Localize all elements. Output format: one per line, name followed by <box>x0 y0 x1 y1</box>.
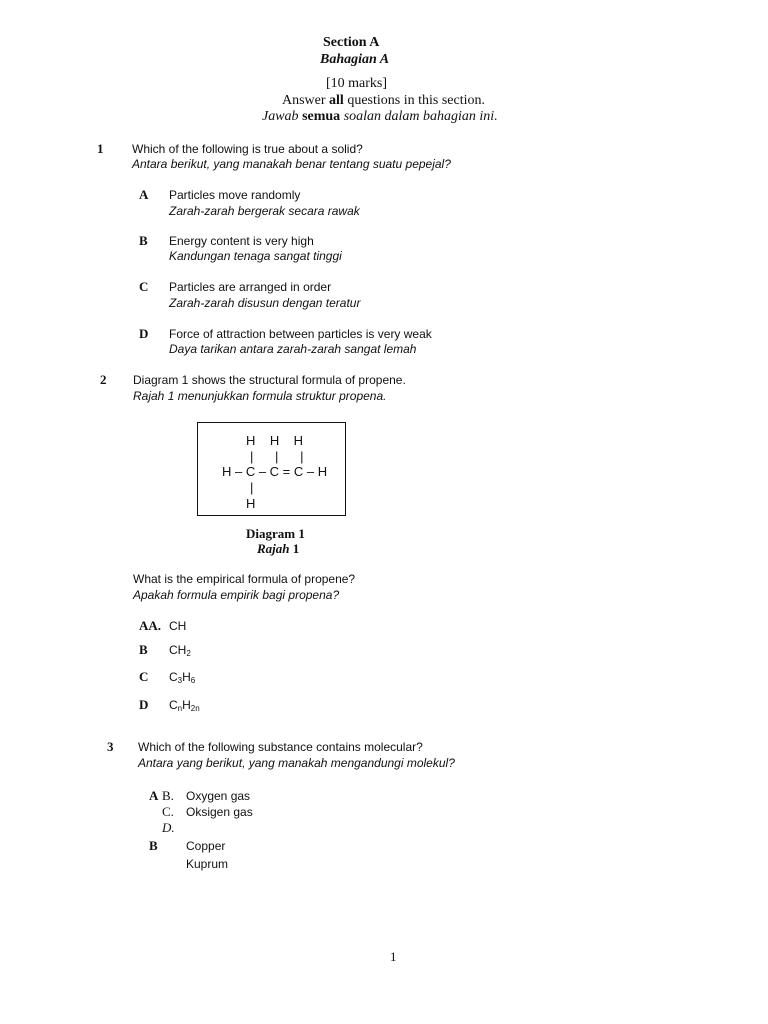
question-3-text: Which of the following substance contains molecular? <box>138 740 423 754</box>
q1-option-d-letter[interactable]: D <box>139 326 149 341</box>
q2-option-b-main: CH <box>169 643 187 657</box>
q3-option-b-letter[interactable]: B <box>149 838 158 853</box>
q1-option-c-text: Particles are arranged in order <box>169 280 332 294</box>
q3-option-a-list-d: D. <box>162 820 175 835</box>
q2-option-d-main2: H <box>182 698 191 712</box>
diagram-caption: Diagram 1 <box>246 526 305 541</box>
q3-option-a-list-b: B. <box>162 788 174 803</box>
diagram-caption-ms-num: 1 <box>289 541 300 556</box>
question-2-subquestion: What is the empirical formula of propene? <box>133 572 356 586</box>
q3-option-a-letter[interactable]: A <box>149 788 159 803</box>
q2-option-d-sub: n <box>177 704 183 713</box>
instruction-bold: all <box>329 93 344 108</box>
q2-option-d-sub2: 2n <box>190 704 200 713</box>
page-number: 1 <box>390 949 397 964</box>
instruction-ms-bold: semua <box>302 109 341 124</box>
question-2-text: Diagram 1 shows the structural formula of propene. <box>133 373 406 387</box>
q1-option-c-text-ms: Zarah-zarah disusun dengan teratur <box>169 296 361 310</box>
diagram-caption-ms <box>257 541 299 557</box>
instruction-ms-suffix: soalan dalam bahagian ini. <box>340 109 498 124</box>
instruction-ms-prefix: Jawab <box>262 109 303 124</box>
q2-option-c-sub: 3 <box>177 676 183 685</box>
q2-option-b-sub: 2 <box>186 649 191 658</box>
q2-option-d-formula <box>169 698 200 713</box>
q1-option-a-text: Particles move randomly <box>169 188 301 202</box>
q2-option-b-letter[interactable]: B <box>139 642 148 657</box>
section-title-ms: Bahagian A <box>320 52 390 67</box>
q3-option-b-text-ms: Kuprum <box>186 857 229 871</box>
q2-option-c-formula <box>169 670 195 685</box>
q3-option-b-text: Copper <box>186 839 226 853</box>
q2-option-b-formula <box>169 643 191 658</box>
q2-option-a-formula: CH <box>169 619 187 633</box>
q2-option-a-letter[interactable]: AA. <box>139 618 162 633</box>
q3-option-a-list-c: C. <box>162 804 174 819</box>
q2-option-c-main2: H <box>182 670 191 684</box>
question-3-text-ms: Antara yang berikut, yang manakah mengandungi molekul? <box>138 756 455 770</box>
q2-option-c-sub2: 6 <box>190 676 196 685</box>
q2-option-d-main: C <box>169 698 178 712</box>
diagram-row-2: | | | <box>250 449 304 464</box>
question-1-text: Which of the following is true about a solid? <box>132 142 363 156</box>
diagram-row-1: H H H <box>246 433 304 448</box>
q2-option-c-letter[interactable]: C <box>139 669 149 684</box>
q1-option-b-text-ms: Kandungan tenaga sangat tinggi <box>169 249 342 263</box>
question-1-number: 1 <box>97 141 104 156</box>
instruction-suffix: questions in this section. <box>343 93 485 108</box>
section-title: Section A <box>323 35 380 50</box>
instruction-prefix: Answer <box>282 93 330 108</box>
question-2-number: 2 <box>100 372 107 387</box>
question-1-text-ms: Antara berikut, yang manakah benar tentang suatu pepejal? <box>132 157 451 171</box>
question-3-number: 3 <box>107 739 114 754</box>
q3-option-a-text-ms: Oksigen gas <box>186 805 253 819</box>
q1-option-b-text: Energy content is very high <box>169 234 314 248</box>
instruction <box>282 93 485 109</box>
question-2-text-ms: Rajah 1 menunjukkan formula struktur propena. <box>133 389 387 403</box>
q2-option-d-letter[interactable]: D <box>139 697 149 712</box>
diagram-row-4: | <box>250 480 254 495</box>
diagram-row-5: H <box>246 496 256 511</box>
q3-option-a-text: Oxygen gas <box>186 789 251 803</box>
q1-option-d-text-ms: Daya tarikan antara zarah-zarah sangat lemah <box>169 342 417 356</box>
q1-option-a-text-ms: Zarah-zarah bergerak secara rawak <box>169 204 360 218</box>
marks-label: [10 marks] <box>326 76 388 91</box>
diagram-row-3: H – C – C = C – H <box>222 464 328 479</box>
q1-option-a-letter[interactable]: A <box>139 187 149 202</box>
q1-option-b-letter[interactable]: B <box>139 233 148 248</box>
question-2-subquestion-ms: Apakah formula empirik bagi propena? <box>133 588 340 602</box>
q1-option-c-letter[interactable]: C <box>139 279 149 294</box>
q1-option-d-text: Force of attraction between particles is very weak <box>169 327 432 341</box>
diagram-caption-ms-word: Rajah <box>257 541 290 556</box>
q2-option-c-main: C <box>169 670 178 684</box>
instruction-ms <box>262 109 498 125</box>
